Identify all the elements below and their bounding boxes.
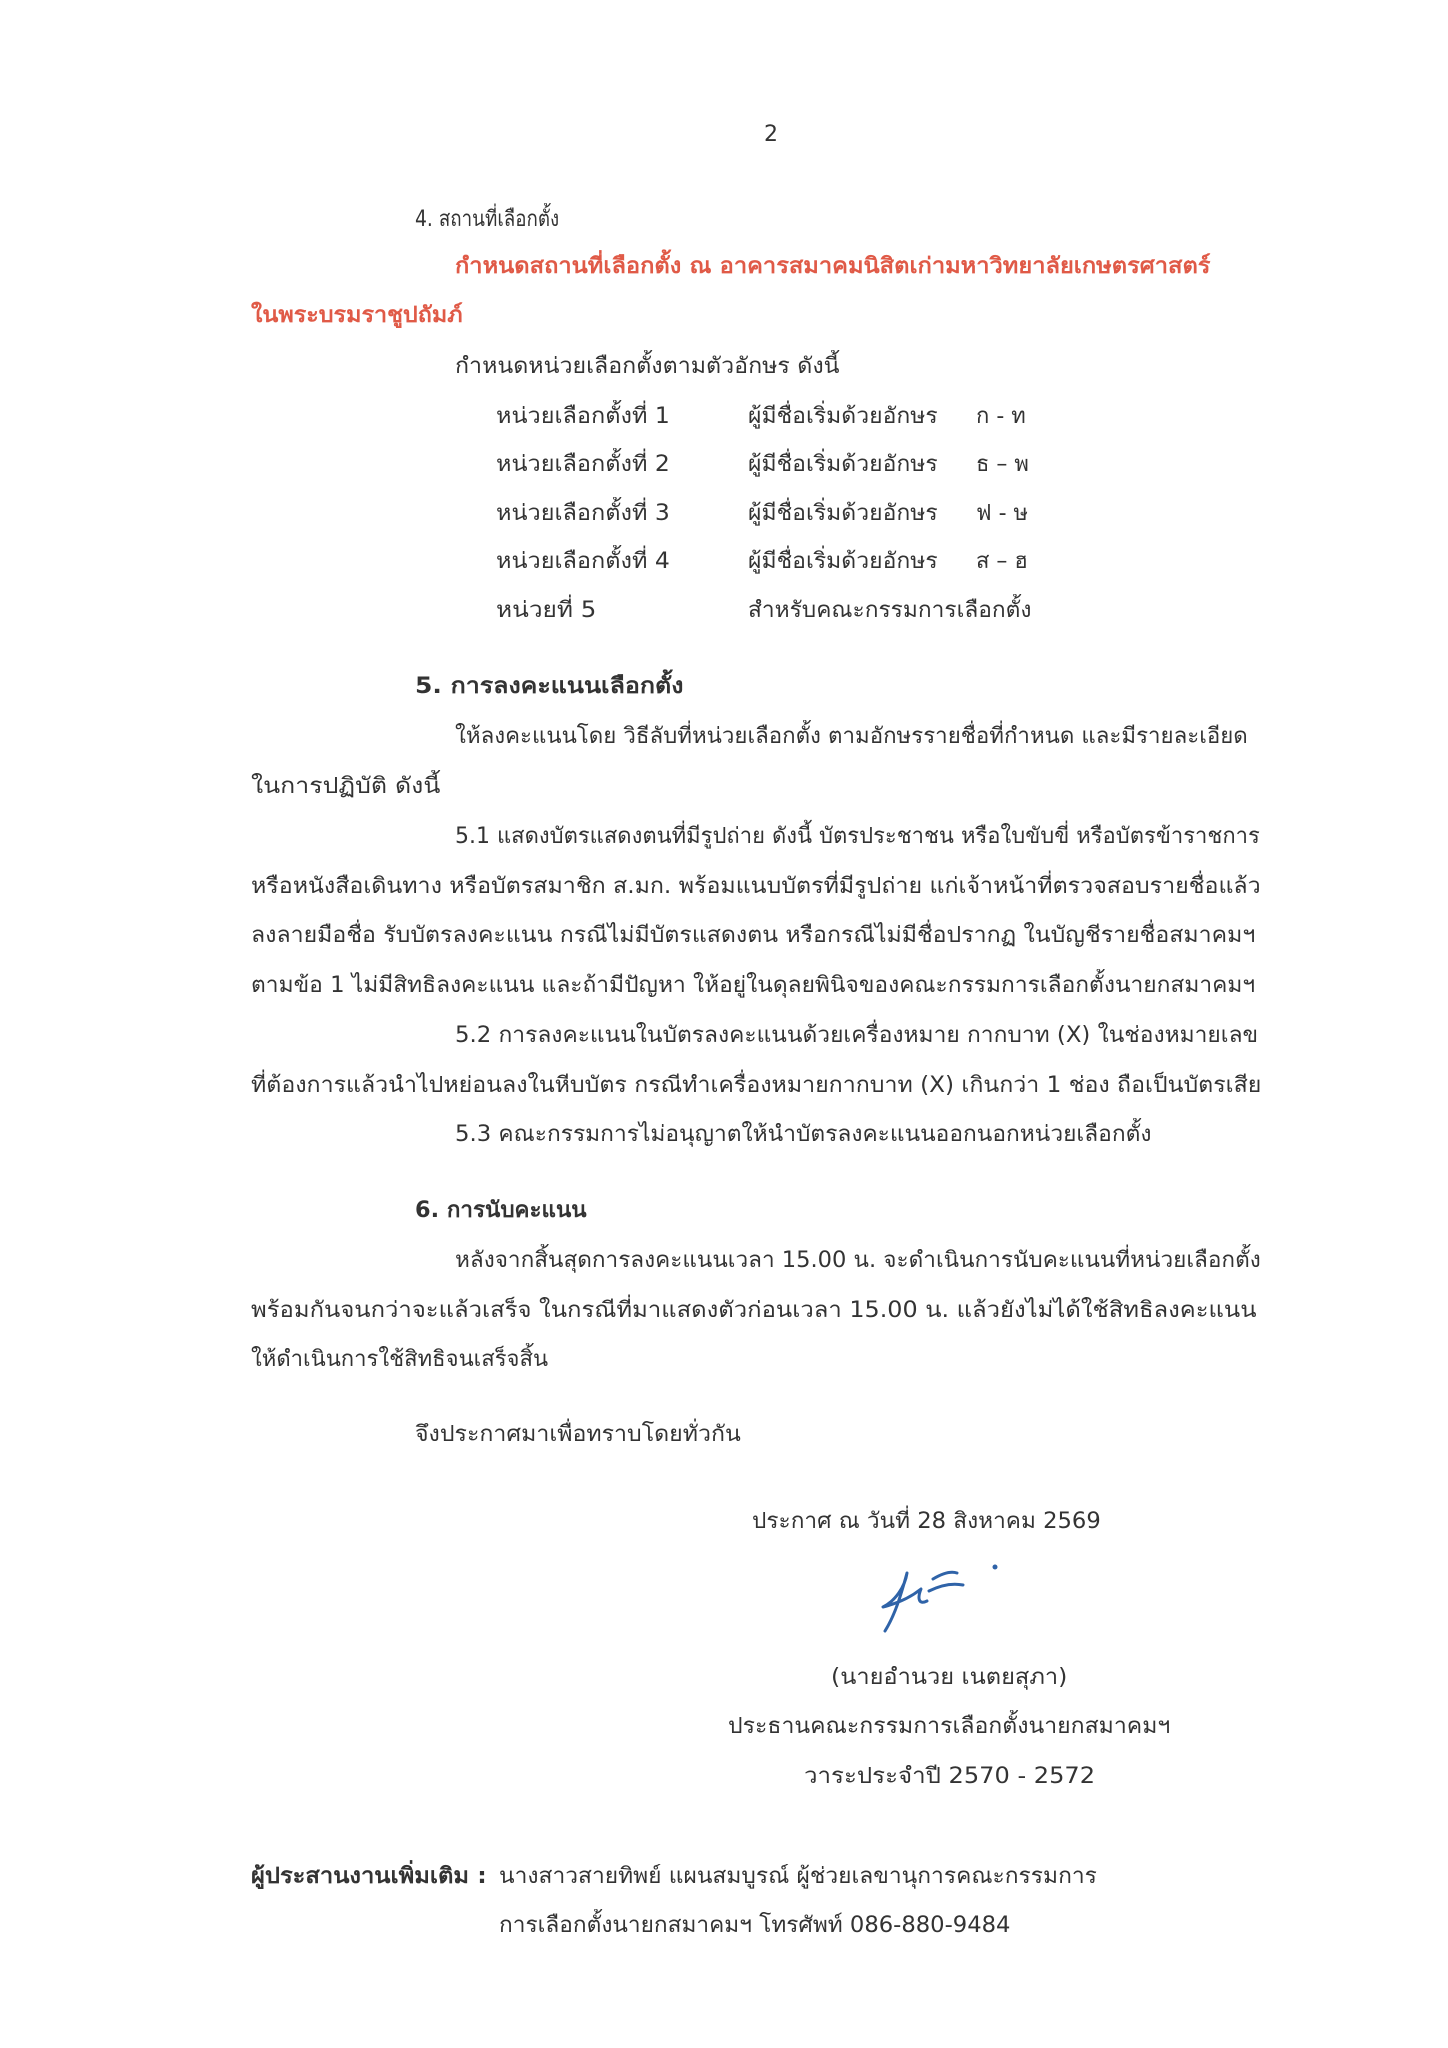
unit-desc: ผู้มีชื่อเริ่มด้วยอักษร bbox=[748, 501, 938, 526]
unit-range: ฟ - ษ bbox=[976, 501, 1029, 526]
counting-line-3: ให้ดำเนินการใช้สิทธิจนเสร็จสิ้น bbox=[251, 1347, 549, 1372]
counting-line-1: หลังจากสิ้นสุดการลงคะแนนเวลา 15.00 น. จะดำเนินการนับคะแนนที่หน่วยเลือกตั้ง bbox=[455, 1248, 1261, 1273]
unit-range: ก - ท bbox=[976, 404, 1026, 429]
counting-line-2: พร้อมกันจนกว่าจะแล้วเสร็จ ในกรณีที่มาแสดงตัวก่อนเวลา 15.00 น. แล้วยังไม่ได้ใช้สิทธิลงคะแนน bbox=[251, 1298, 1257, 1323]
rule-5-2-line-2: ที่ต้องการแล้วนำไปหย่อนลงในหีบบัตร กรณีทำเครื่องหมายกากบาท (X) เกินกว่า 1 ช่อง ถือเป็นบัตรเสีย bbox=[251, 1073, 1262, 1098]
unit-desc: ผู้มีชื่อเริ่มด้วยอักษร bbox=[748, 452, 938, 477]
units-intro: กำหนดหน่วยเลือกตั้งตามตัวอักษร ดังนี้ bbox=[455, 354, 840, 379]
rule-5-3: 5.3 คณะกรรมการไม่อนุญาตให้นำบัตรลงคะแนนออกนอกหน่วยเลือกตั้ง bbox=[455, 1122, 1152, 1147]
rule-5-1-line-4: ตามข้อ 1 ไม่มีสิทธิลงคะแนน และถ้ามีปัญหา ให้อยู่ในดุลยพินิจของคณะกรรมการเลือกตั้งนายกสมาคมฯ bbox=[251, 973, 1256, 998]
voting-intro-line-2: ในการปฏิบัติ ดังนี้ bbox=[251, 774, 441, 799]
unit-range: ส – ฮ bbox=[976, 549, 1028, 574]
closing-statement: จึงประกาศมาเพื่อทราบโดยทั่วกัน bbox=[415, 1422, 741, 1447]
unit-desc: ผู้มีชื่อเริ่มด้วยอักษร bbox=[748, 404, 938, 429]
voting-intro-line-1: ให้ลงคะแนนโดย วิธีลับที่หน่วยเลือกตั้ง ตามอักษรรายชื่อที่กำหนด และมีรายละเอียด bbox=[455, 724, 1248, 749]
contact-label: ผู้ประสานงานเพิ่มเติม : bbox=[251, 1864, 487, 1889]
signer-name: (นายอำนวย เนตยสุภา) bbox=[831, 1665, 1068, 1690]
section-5-heading: 5. การลงคะแนนเลือกตั้ง bbox=[415, 674, 684, 699]
contact-line-1: นางสาวสายทิพย์ แผนสมบูรณ์ ผู้ช่วยเลขานุการคณะกรรมการ bbox=[499, 1864, 1097, 1889]
rule-5-1-line-2: หรือหนังสือเดินทาง หรือบัตรสมาชิก ส.มก. พร้อมแนบบัตรที่มีรูปถ่าย แก่เจ้าหน้าที่ตรวจสอบรายชื่อแล้ว bbox=[251, 874, 1261, 899]
unit-name: หน่วยเลือกตั้งที่ 4 bbox=[496, 549, 670, 574]
page-number: 2 bbox=[764, 122, 778, 147]
unit-name: หน่วยที่ 5 bbox=[496, 598, 597, 623]
election-location-line-1: กำหนดสถานที่เลือกตั้ง ณ อาคารสมาคมนิสิตเก่ามหาวิทยาลัยเกษตรศาสตร์ bbox=[455, 254, 1211, 279]
unit-desc: ผู้มีชื่อเริ่มด้วยอักษร bbox=[748, 549, 938, 574]
signer-title: ประธานคณะกรรมการเลือกตั้งนายกสมาคมฯ bbox=[728, 1714, 1171, 1739]
contact-line-2: การเลือกตั้งนายกสมาคมฯ โทรศัพท์ 086-880-9484 bbox=[499, 1913, 1011, 1938]
unit-name: หน่วยเลือกตั้งที่ 1 bbox=[496, 404, 670, 429]
section-6-heading: 6. การนับคะแนน bbox=[415, 1198, 587, 1223]
unit-name: หน่วยเลือกตั้งที่ 3 bbox=[496, 501, 670, 526]
unit-range: ธ – พ bbox=[976, 452, 1029, 477]
announcement-date: ประกาศ ณ วันที่ 28 สิงหาคม 2569 bbox=[752, 1509, 1101, 1534]
section-4-heading: 4. สถานที่เลือกตั้ง bbox=[415, 207, 560, 232]
signature bbox=[855, 1553, 1015, 1633]
rule-5-2-line-1: 5.2 การลงคะแนนในบัตรลงคะแนนด้วยเครื่องหมาย กากบาท (X) ในช่องหมายเลข bbox=[455, 1023, 1259, 1048]
rule-5-1-line-1: 5.1 แสดงบัตรแสดงตนที่มีรูปถ่าย ดังนี้ บัตรประชาชน หรือใบขับขี่ หรือบัตรข้าราชการ bbox=[455, 824, 1260, 849]
unit-name: หน่วยเลือกตั้งที่ 2 bbox=[496, 452, 670, 477]
signer-term: วาระประจำปี 2570 - 2572 bbox=[804, 1764, 1096, 1789]
election-location-line-2: ในพระบรมราชูปถัมภ์ bbox=[251, 303, 463, 328]
rule-5-1-line-3: ลงลายมือชื่อ รับบัตรลงคะแนน กรณีไม่มีบัตรแสดงตน หรือกรณีไม่มีชื่อปรากฏ ในบัญชีรายชื่อสมาคมฯ bbox=[251, 923, 1256, 948]
unit-desc: สำหรับคณะกรรมการเลือกตั้ง bbox=[748, 598, 1032, 623]
